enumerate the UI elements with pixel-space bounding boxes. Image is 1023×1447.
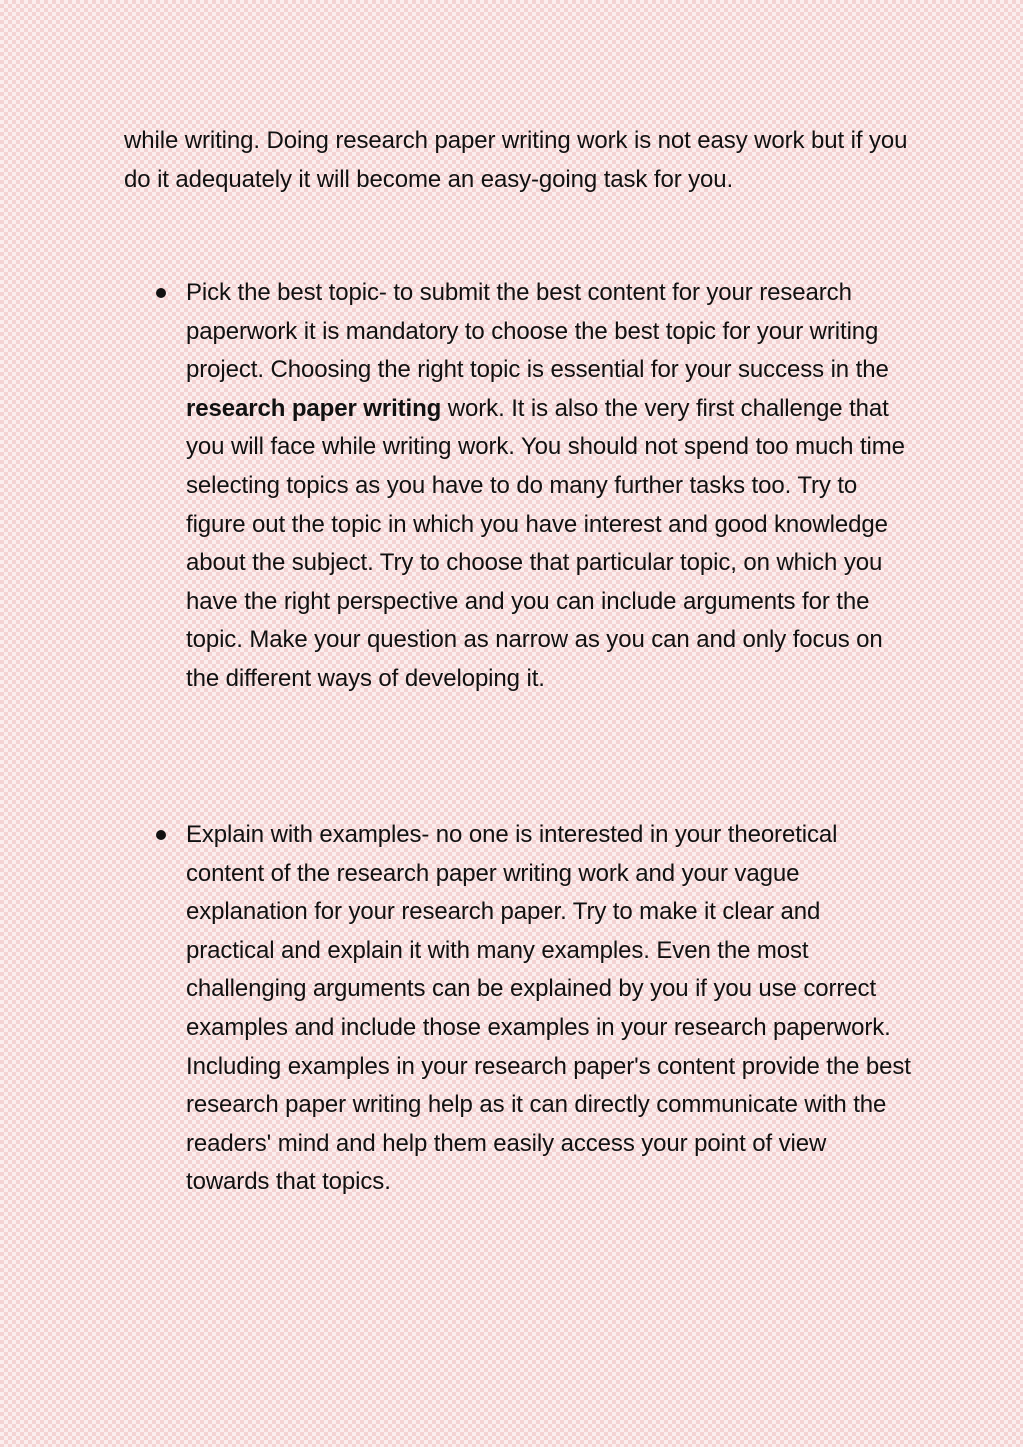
- bullet-dot-icon: [156, 830, 166, 840]
- bullet-text-bold: research paper writing: [186, 394, 442, 422]
- bullet-item-examples: [186, 816, 911, 1202]
- bullet-item-pick-topic: [186, 274, 911, 699]
- intro-paragraph: while writing. Doing research paper writing work is not easy work but if you do it adequately it will become an easy-going task for you.: [124, 127, 908, 193]
- bullet-text-before: Pick the best topic- to submit the best content for your research paperwork it is mandatory to choose the best topic for your writing project. Choosing the right topic is essential for your success in the: [186, 279, 889, 384]
- bullet-text-after: work. It is also the very first challenge that you will face while writing work. You should not spend too much time selecting topics as you have to do many further tasks too. Try to figure out the topic in which you have interest and good knowledge about the subject. Try to choose that particular topic, on which you have the right perspective and you can include arguments for the topic. Make your question as narrow as you can and only focus on the different ways of developing it.: [186, 394, 905, 692]
- bullet-text: Explain with examples- no one is interested in your theoretical content of the research paper writing work and your vague explanation for your research paper. Try to make it clear and practical and explain it with many examples. Even the most challenging arguments can be explained by you if you use correct examples and include those examples in your research paperwork. Including examples in your research paper's content provide the best research paper writing help as it can directly communicate with the readers' mind and help them easily access your point of view towards that topics.: [186, 821, 911, 1196]
- bullet-dot-icon: [156, 288, 166, 298]
